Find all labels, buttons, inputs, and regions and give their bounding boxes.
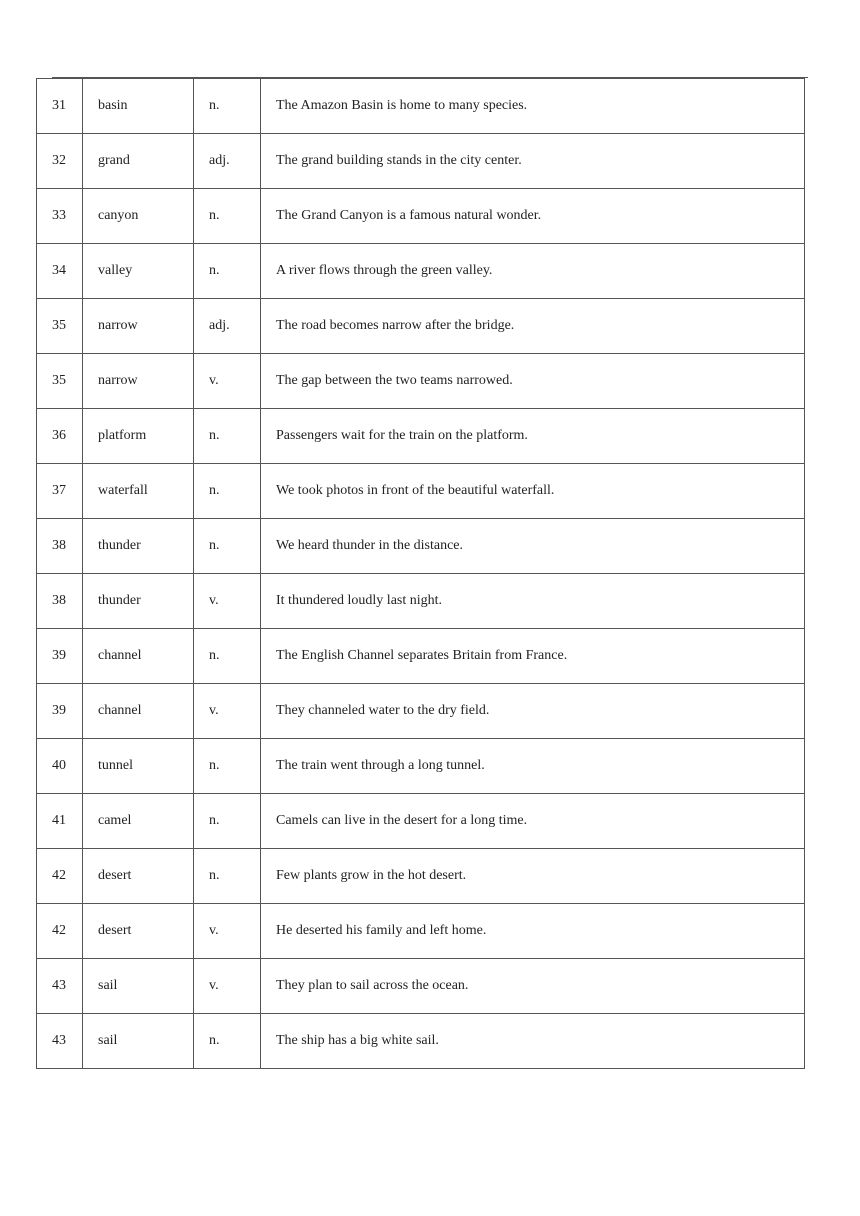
entry-example-sentence: The Amazon Basin is home to many species. [261,79,805,134]
table-row [37,904,805,959]
entry-part-of-speech: v. [194,959,261,1014]
entry-example-sentence: We heard thunder in the distance. [261,519,805,574]
entry-number: 43 [37,1014,83,1069]
table-row [37,684,805,739]
entry-part-of-speech: n. [194,1014,261,1069]
entry-example-sentence: The road becomes narrow after the bridge. [261,299,805,354]
entry-number: 37 [37,464,83,519]
table-row [37,409,805,464]
entry-word: waterfall [83,464,194,519]
entry-part-of-speech: n. [194,629,261,684]
entry-example-sentence: The train went through a long tunnel. [261,739,805,794]
entry-example-sentence: The Grand Canyon is a famous natural wonder. [261,189,805,244]
entry-number: 43 [37,959,83,1014]
entry-example-sentence: They plan to sail across the ocean. [261,959,805,1014]
entry-part-of-speech: v. [194,904,261,959]
entry-number: 31 [37,79,83,134]
table-row [37,1014,805,1069]
entry-word: platform [83,409,194,464]
table-row [37,134,805,189]
table-row [37,574,805,629]
entry-example-sentence: The ship has a big white sail. [261,1014,805,1069]
entry-part-of-speech: n. [194,244,261,299]
entry-number: 35 [37,354,83,409]
entry-word: basin [83,79,194,134]
entry-word: channel [83,629,194,684]
entry-number: 39 [37,629,83,684]
entry-part-of-speech: v. [194,354,261,409]
table-row [37,629,805,684]
table-row [37,299,805,354]
table-row [37,354,805,409]
vocabulary-table [36,78,805,1069]
entry-number: 38 [37,574,83,629]
entry-word: sail [83,1014,194,1069]
entry-example-sentence: The gap between the two teams narrowed. [261,354,805,409]
entry-example-sentence: Passengers wait for the train on the platform. [261,409,805,464]
entry-part-of-speech: n. [194,849,261,904]
entry-example-sentence: A river flows through the green valley. [261,244,805,299]
entry-part-of-speech: adj. [194,299,261,354]
entry-word: tunnel [83,739,194,794]
entry-number: 41 [37,794,83,849]
entry-part-of-speech: n. [194,519,261,574]
entry-number: 33 [37,189,83,244]
entry-word: narrow [83,354,194,409]
entry-part-of-speech: v. [194,574,261,629]
table-row [37,849,805,904]
table-row [37,959,805,1014]
entry-number: 34 [37,244,83,299]
entry-word: grand [83,134,194,189]
entry-example-sentence: He deserted his family and left home. [261,904,805,959]
entry-example-sentence: Few plants grow in the hot desert. [261,849,805,904]
entry-example-sentence: We took photos in front of the beautiful waterfall. [261,464,805,519]
entry-word: sail [83,959,194,1014]
entry-word: narrow [83,299,194,354]
entry-word: desert [83,849,194,904]
entry-number: 32 [37,134,83,189]
entry-example-sentence: The grand building stands in the city center. [261,134,805,189]
entry-part-of-speech: n. [194,189,261,244]
entry-part-of-speech: v. [194,684,261,739]
entry-word: camel [83,794,194,849]
vocabulary-table-body [37,79,805,1069]
table-row [37,519,805,574]
entry-word: thunder [83,519,194,574]
table-row [37,244,805,299]
table-row [37,464,805,519]
entry-number: 42 [37,904,83,959]
entry-word: channel [83,684,194,739]
entry-word: thunder [83,574,194,629]
entry-part-of-speech: adj. [194,134,261,189]
entry-part-of-speech: n. [194,409,261,464]
table-row [37,189,805,244]
entry-number: 40 [37,739,83,794]
entry-number: 35 [37,299,83,354]
entry-number: 38 [37,519,83,574]
entry-number: 39 [37,684,83,739]
entry-part-of-speech: n. [194,739,261,794]
entry-part-of-speech: n. [194,79,261,134]
entry-number: 36 [37,409,83,464]
entry-example-sentence: It thundered loudly last night. [261,574,805,629]
entry-word: valley [83,244,194,299]
table-row [37,739,805,794]
entry-number: 42 [37,849,83,904]
table-row [37,794,805,849]
table-row [37,79,805,134]
entry-part-of-speech: n. [194,794,261,849]
entry-example-sentence: They channeled water to the dry field. [261,684,805,739]
entry-example-sentence: Camels can live in the desert for a long time. [261,794,805,849]
entry-word: canyon [83,189,194,244]
entry-word: desert [83,904,194,959]
entry-part-of-speech: n. [194,464,261,519]
entry-example-sentence: The English Channel separates Britain from France. [261,629,805,684]
